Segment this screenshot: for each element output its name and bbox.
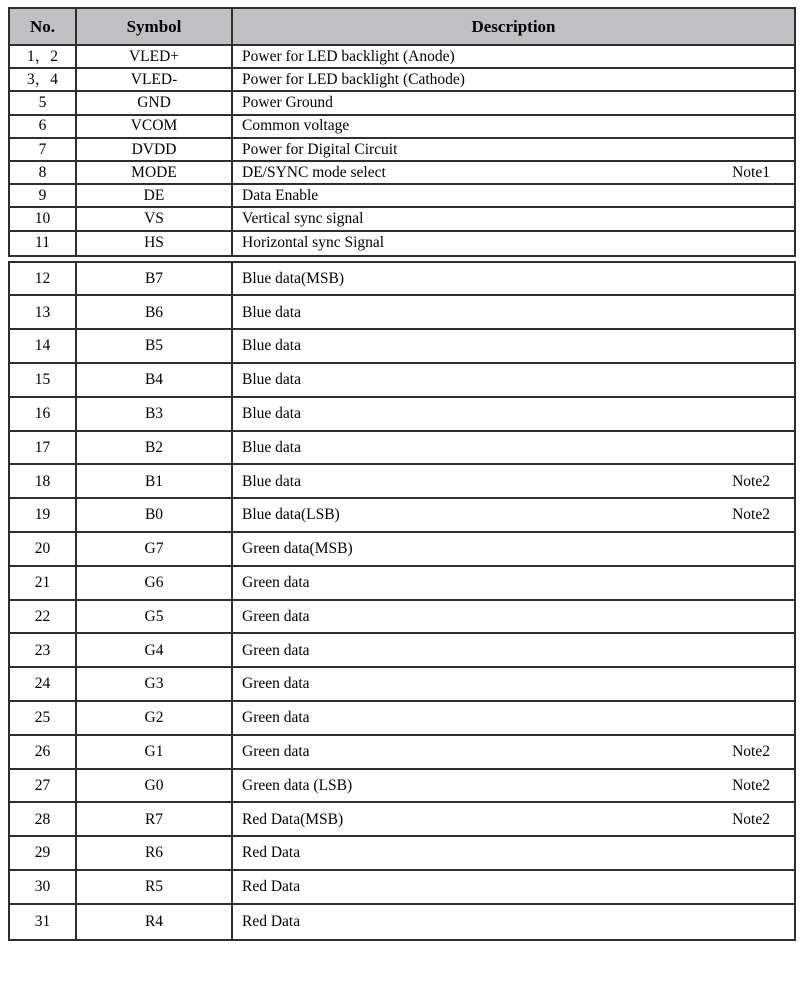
pin-symbol: B2 <box>77 432 233 466</box>
pin-number: 23 <box>10 634 77 668</box>
description-text: Red Data <box>242 844 301 862</box>
description-text: Common voltage <box>242 117 350 135</box>
description-text: Blue data(MSB) <box>242 269 345 287</box>
description-text: Horizontal sync Signal <box>242 234 385 252</box>
pin-symbol: B5 <box>77 330 233 364</box>
description-text: Red Data <box>242 878 301 896</box>
pin-description <box>233 185 794 208</box>
pin-symbol: G7 <box>77 533 233 567</box>
table-row <box>10 668 794 702</box>
pin-description <box>233 116 794 139</box>
table-row <box>10 330 794 364</box>
pin-number: 7 <box>10 139 77 162</box>
table-row <box>10 634 794 668</box>
description-text: DE/SYNC mode select <box>242 163 386 181</box>
description-text: Blue data(LSB) <box>242 506 340 524</box>
pin-description <box>233 432 794 466</box>
header-no: No. <box>10 9 77 46</box>
pin-symbol: GND <box>77 92 233 115</box>
table-row <box>10 803 794 837</box>
table-header-row <box>10 9 794 46</box>
note-label: Note1 <box>732 163 770 181</box>
pin-description <box>233 296 794 330</box>
pin-symbol: HS <box>77 232 233 255</box>
pin-number: 21 <box>10 567 77 601</box>
note-label: Note2 <box>732 810 770 828</box>
pin-symbol: R5 <box>77 871 233 905</box>
pin-number: 19 <box>10 499 77 533</box>
pin-description <box>233 871 794 905</box>
pin-number: 31 <box>10 905 77 939</box>
pin-number: 14 <box>10 330 77 364</box>
table-row <box>10 871 794 905</box>
table-row <box>10 465 794 499</box>
description-text: Green data (LSB) <box>242 776 353 794</box>
pin-symbol: G5 <box>77 601 233 635</box>
pin-description <box>233 139 794 162</box>
pin-number: 16 <box>10 398 77 432</box>
pin-description <box>233 232 794 255</box>
note-label: Note2 <box>732 776 770 794</box>
table-row <box>10 139 794 162</box>
pin-symbol: B4 <box>77 364 233 398</box>
header-symbol: Symbol <box>77 9 233 46</box>
pin-number: 26 <box>10 736 77 770</box>
table-row <box>10 208 794 231</box>
pin-symbol: B3 <box>77 398 233 432</box>
description-text: Blue data <box>242 303 301 321</box>
description-text: Blue data <box>242 371 301 389</box>
pin-description <box>233 533 794 567</box>
description-text: Power for LED backlight (Cathode) <box>242 71 465 89</box>
pin-number: 5 <box>10 92 77 115</box>
pin-symbol: G0 <box>77 770 233 804</box>
pin-description <box>233 770 794 804</box>
pin-number: 9 <box>10 185 77 208</box>
table-row <box>10 116 794 139</box>
pin-symbol: B7 <box>77 263 233 297</box>
pin-description <box>233 736 794 770</box>
table-row <box>10 702 794 736</box>
table-row <box>10 364 794 398</box>
pin-number: 22 <box>10 601 77 635</box>
pin-symbol: B1 <box>77 465 233 499</box>
pin-description <box>233 499 794 533</box>
table-row <box>10 837 794 871</box>
description-text: Red Data(MSB) <box>242 810 344 828</box>
table-row <box>10 567 794 601</box>
pin-description <box>233 668 794 702</box>
pin-number: 3，4 <box>10 69 77 92</box>
pin-symbol: G6 <box>77 567 233 601</box>
pin-description <box>233 398 794 432</box>
pin-number: 13 <box>10 296 77 330</box>
pin-number: 25 <box>10 702 77 736</box>
table-row <box>10 296 794 330</box>
table-row <box>10 185 794 208</box>
description-text: Blue data <box>242 472 301 490</box>
pin-number: 6 <box>10 116 77 139</box>
pin-symbol: R6 <box>77 837 233 871</box>
description-text: Power for Digital Circuit <box>242 140 398 158</box>
pin-symbol: DVDD <box>77 139 233 162</box>
pin-symbol: G3 <box>77 668 233 702</box>
pin-number: 1，2 <box>10 46 77 69</box>
pin-description <box>233 364 794 398</box>
pin-description <box>233 634 794 668</box>
table-row <box>10 162 794 185</box>
pin-description <box>233 46 794 69</box>
header-description: Description <box>233 9 794 46</box>
table-row <box>10 69 794 92</box>
pin-symbol: G1 <box>77 736 233 770</box>
pin-number: 30 <box>10 871 77 905</box>
pin-number: 8 <box>10 162 77 185</box>
description-text: Green data <box>242 709 310 727</box>
table-row <box>10 46 794 69</box>
pin-description <box>233 69 794 92</box>
pin-number: 15 <box>10 364 77 398</box>
pin-description <box>233 263 794 297</box>
pin-symbol: DE <box>77 185 233 208</box>
pin-description <box>233 601 794 635</box>
pin-description <box>233 837 794 871</box>
note-label: Note2 <box>732 472 770 490</box>
description-text: Green data <box>242 742 310 760</box>
description-text: Power for LED backlight (Anode) <box>242 47 455 65</box>
table-row <box>10 601 794 635</box>
pin-symbol: R7 <box>77 803 233 837</box>
pin-symbol: B6 <box>77 296 233 330</box>
pin-description <box>233 92 794 115</box>
pin-number: 12 <box>10 263 77 297</box>
pin-description <box>233 905 794 939</box>
description-text: Green data <box>242 641 310 659</box>
table-row <box>10 232 794 255</box>
table-row <box>10 432 794 466</box>
pin-description <box>233 702 794 736</box>
pin-symbol: G4 <box>77 634 233 668</box>
description-text: Green data(MSB) <box>242 540 353 558</box>
pin-number: 10 <box>10 208 77 231</box>
pin-number: 24 <box>10 668 77 702</box>
pin-description <box>233 330 794 364</box>
pin-symbol: MODE <box>77 162 233 185</box>
description-text: Green data <box>242 574 310 591</box>
pin-number: 27 <box>10 770 77 804</box>
pin-description <box>233 567 794 601</box>
description-text: Power Ground <box>242 94 333 112</box>
pin-number: 20 <box>10 533 77 567</box>
pin-table-lower <box>8 261 796 941</box>
pin-number: 11 <box>10 232 77 255</box>
note-label: Note2 <box>732 506 770 524</box>
description-text: Vertical sync signal <box>242 210 364 228</box>
pin-number: 17 <box>10 432 77 466</box>
pin-number: 18 <box>10 465 77 499</box>
pin-symbol: B0 <box>77 499 233 533</box>
pin-symbol: R4 <box>77 905 233 939</box>
pin-number: 28 <box>10 803 77 837</box>
pin-symbol: VCOM <box>77 116 233 139</box>
description-text: Green data <box>242 675 310 693</box>
pin-symbol: VLED- <box>77 69 233 92</box>
description-text: Green data <box>242 607 310 625</box>
table-row <box>10 92 794 115</box>
pin-description <box>233 162 794 185</box>
pin-table-upper <box>8 7 796 257</box>
table-row <box>10 533 794 567</box>
pin-symbol: VLED+ <box>77 46 233 69</box>
note-label: Note2 <box>732 742 770 760</box>
description-text: Data Enable <box>242 186 319 204</box>
pin-description <box>233 208 794 231</box>
description-text: Blue data <box>242 337 301 355</box>
table-row <box>10 770 794 804</box>
description-text: Red Data <box>242 912 301 930</box>
pin-symbol: G2 <box>77 702 233 736</box>
pin-symbol: VS <box>77 208 233 231</box>
pin-number: 29 <box>10 837 77 871</box>
table-row <box>10 499 794 533</box>
table-row <box>10 398 794 432</box>
description-text: Blue data <box>242 405 301 423</box>
pin-description <box>233 803 794 837</box>
table-row <box>10 263 794 297</box>
pin-description <box>233 465 794 499</box>
table-row <box>10 736 794 770</box>
description-text: Blue data <box>242 438 301 456</box>
table-row <box>10 905 794 939</box>
